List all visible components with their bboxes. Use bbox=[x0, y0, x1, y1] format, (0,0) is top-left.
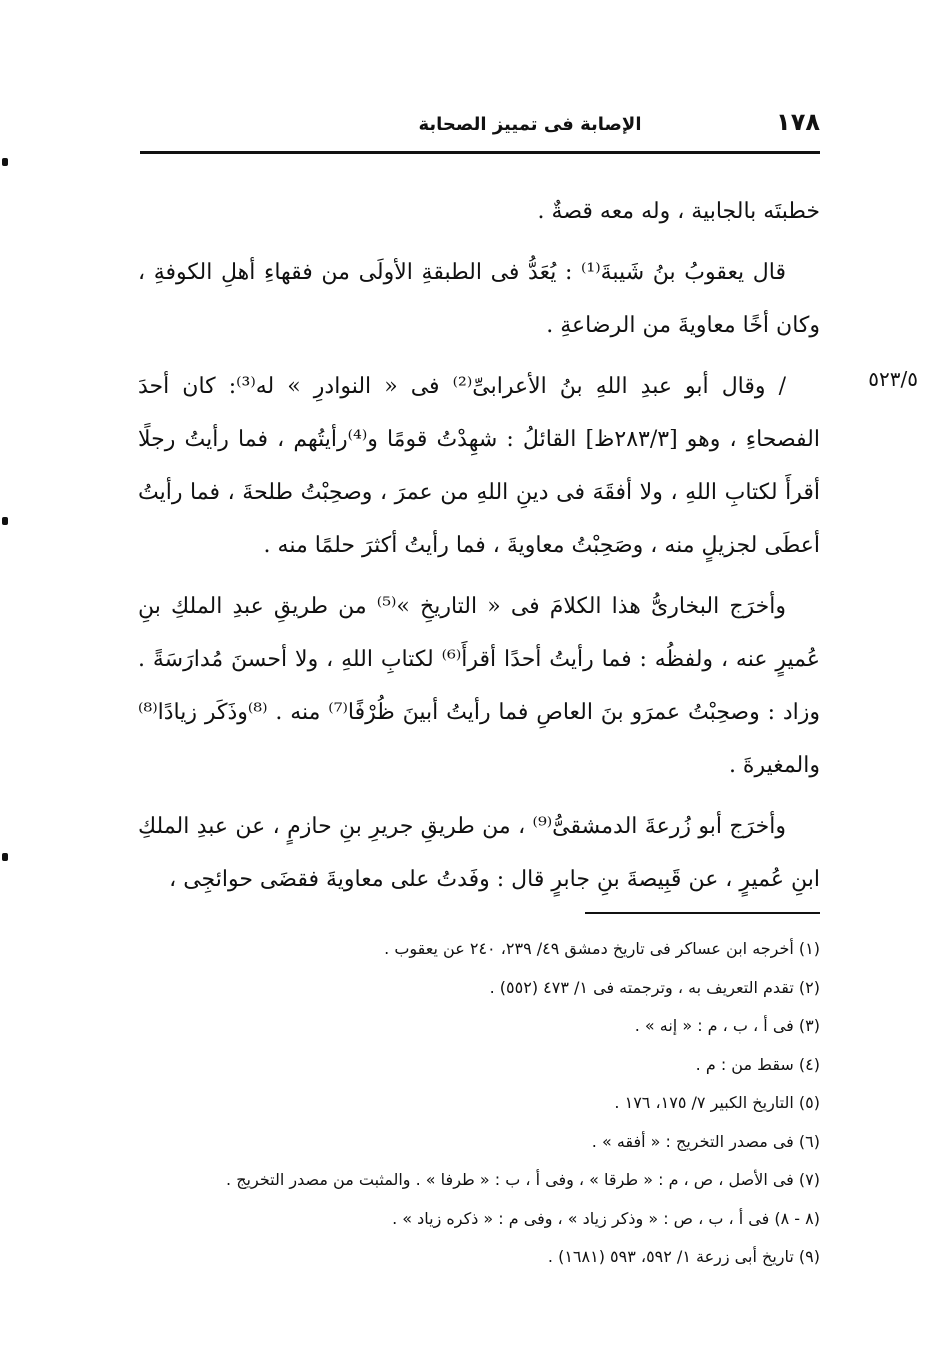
main-text bbox=[138, 185, 820, 914]
scan-mark bbox=[2, 853, 8, 861]
paragraph-1: خطبتَه بالجابية ، وله معه قصةٌ . bbox=[537, 199, 820, 224]
header-rule bbox=[140, 151, 820, 154]
footnote-2: (٢) تقدم التعريف به ، وترجمته فى ١/ ٤٧٣ (٥٥٢) . bbox=[489, 977, 820, 997]
footnote-5: (٥) التاريخ الكبير ٧/ ١٧٥، ١٧٦ . bbox=[614, 1093, 820, 1112]
footnote-3: (٣) فى أ ، ب ، م : « إنه » . bbox=[634, 1016, 820, 1035]
footnote-9: (٩) تاريخ أبى زرعة ١/ ٥٩٢، ٥٩٣ (١٦٨١) . bbox=[547, 1247, 820, 1266]
footnote-4: (٤) سقط من : م . bbox=[695, 1054, 820, 1074]
footnote-8: (٨ - ٨) فى أ ، ب ، ص : « وذكر زياد » ، وفى م : « ذكره زياد » . bbox=[392, 1208, 820, 1228]
scan-mark bbox=[2, 158, 8, 166]
margin-reference: ٥٢٣/٥ bbox=[868, 367, 918, 391]
footnote-rule bbox=[585, 912, 820, 914]
footnote-1: (١) أخرجه ابن عساكر فى تاريخ دمشق ٤٩/ ٢٣٩، ٢٤٠ عن يعقوب . bbox=[384, 939, 820, 958]
scan-mark bbox=[2, 517, 8, 525]
footnote-6: (٦) فى مصدر التخريج : « أفقه » . bbox=[591, 1131, 820, 1151]
paragraph-2: قال يعقوبُ بنُ شَيبةَ⁽¹⁾ : يُعَدُّ فى الطبقةِ الأولَى من فقهاءِ أهلِ الكوفةِ ، وكان أخًا معاويةَ من الرضاعةِ . bbox=[138, 260, 820, 338]
running-title: الإصابة فى تمييز الصحابة bbox=[418, 114, 642, 135]
footnotes bbox=[140, 930, 820, 1277]
page-number: ١٧٨ bbox=[776, 108, 820, 136]
paragraph-4: وأخرَج البخارىُّ هذا الكلامَ فى « التاريخِ »⁽⁵⁾ من طريقِ عبدِ الملكِ بنِ عُميرٍ عنه ، ولفظُه : فما رأيتُ أحدًا أقرأَ⁽⁶⁾ لكتابِ اللهِ ، ولا أحسنَ مُدارَسَةً . وزاد : وصحِبْتُ عمرَو بنَ العاصِ فما رأيتُ أبينَ ظُرْفًا⁽⁷⁾ منه . ⁽⁸⁾وذَكَر زيادًا⁽⁸⁾ والمغيرةَ . bbox=[138, 594, 820, 778]
paragraph-5: وأخرَج أبو زُرعةَ الدمشقىُّ⁽⁹⁾ ، من طريقِ جريرِ بنِ حازمٍ ، عن عبدِ الملكِ ابنِ عُميرٍ ، عن قَبِيصةَ بنِ جابرٍ قال : وفَدتُ على معاويةَ فقضَى حوائجِى ، bbox=[138, 814, 820, 892]
paragraph-3: / وقال أبو عبدِ اللهِ بنُ الأعرابىِّ⁽²⁾ فى « النوادرِ » له⁽³⁾: كان أحدَ الفصحاءِ ، وهو [٢٨٣/٣ظ] القائلُ : شهِدْتُ قومًا و⁽⁴⁾رأيتُهم ، فما رأيتُ رجلًا أقرأَ لكتابِ اللهِ ، ولا أفقَهَ فى دينِ اللهِ من عمرَ ، وصحِبْتُ طلحةَ ، فما رأيتُ أعطَى لجزيلٍ منه ، وصَحِبْتُ معاويةَ ، فما رأيتُ أكثرَ حلمًا منه . bbox=[138, 374, 821, 558]
footnote-7: (٧) فى الأصل ، ص ، م : « طرقا » ، وفى أ ، ب : « طرفا » . والمثبت من مصدر التخريج . bbox=[226, 1170, 820, 1189]
page-header bbox=[140, 108, 820, 148]
